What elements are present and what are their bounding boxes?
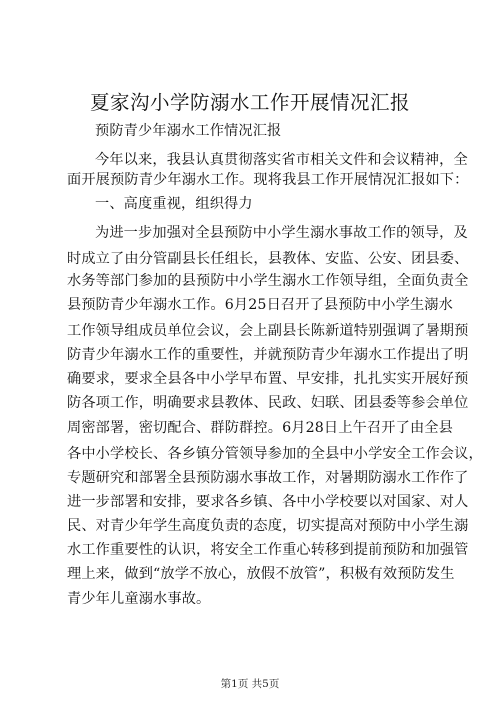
body-line: 防青少年溺水工作的重要性，并就预防青少年溺水工作提出了明 <box>67 347 469 363</box>
section-heading: 一、高度重视，组织得力 <box>95 196 253 212</box>
body-line: 为进一步加强对全县预防中小学生溺水事故工作的领导，及 <box>95 225 468 241</box>
body-line: 各中小学校长、各乡镇分管领导参加的全县中小学安全工作会议， <box>67 446 483 462</box>
body-line: 周密部署，密切配合、群防群控。6月28日上午召开了由全县 <box>67 420 453 436</box>
subtitle-line: 预防青少年溺水工作情况汇报 <box>95 123 282 139</box>
body-line: 水工作重要性的认识，将安全工作重心转移到提前预防和加强管 <box>67 542 469 558</box>
body-line: 进一步部署和安排，要求各乡镇、各中小学校要以对国家、对人 <box>67 494 469 510</box>
body-line: 专题研究和部署全县预防溺水事故工作，对暑期防溺水工作作了 <box>67 470 469 486</box>
body-line: 确要求，要求全县各中小学早布置、早安排，扎扎实实开展好预 <box>67 371 469 387</box>
body-line: 防各项工作，明确要求县教体、民政、妇联、团县委等参会单位 <box>67 395 469 411</box>
page-footer: 第1页 共5页 <box>220 678 280 690</box>
body-line: 理上来，做到“放学不放心，放假不放管”，积极有效预防发生 <box>67 566 455 582</box>
body-line: 民、对青少年学生高度负责的态度，切实提高对预防中小学生溺 <box>67 518 469 534</box>
body-line: 青少年儿童溺水事故。 <box>67 591 211 607</box>
body-line: 时成立了由分管副县长任组长，县教体、安监、公安、团县委、 <box>67 251 469 267</box>
body-line: 面开展预防青少年溺水工作。现将我县工作开展情况汇报如下： <box>67 172 469 188</box>
body-line: 水务等部门参加的县预防中小学生溺水工作领导组，全面负责全 <box>67 273 469 289</box>
body-line: 工作领导组成员单位会议，会上副县长陈新道特别强调了暑期预 <box>67 323 469 339</box>
body-line: 今年以来，我县认真贯彻落实省市相关文件和会议精神，全 <box>95 152 468 168</box>
document-title: 夏家沟小学防溺水工作开展情况汇报 <box>89 91 410 114</box>
body-line: 县预防青少年溺水工作。6月25日召开了县预防中小学生溺水 <box>67 297 453 313</box>
